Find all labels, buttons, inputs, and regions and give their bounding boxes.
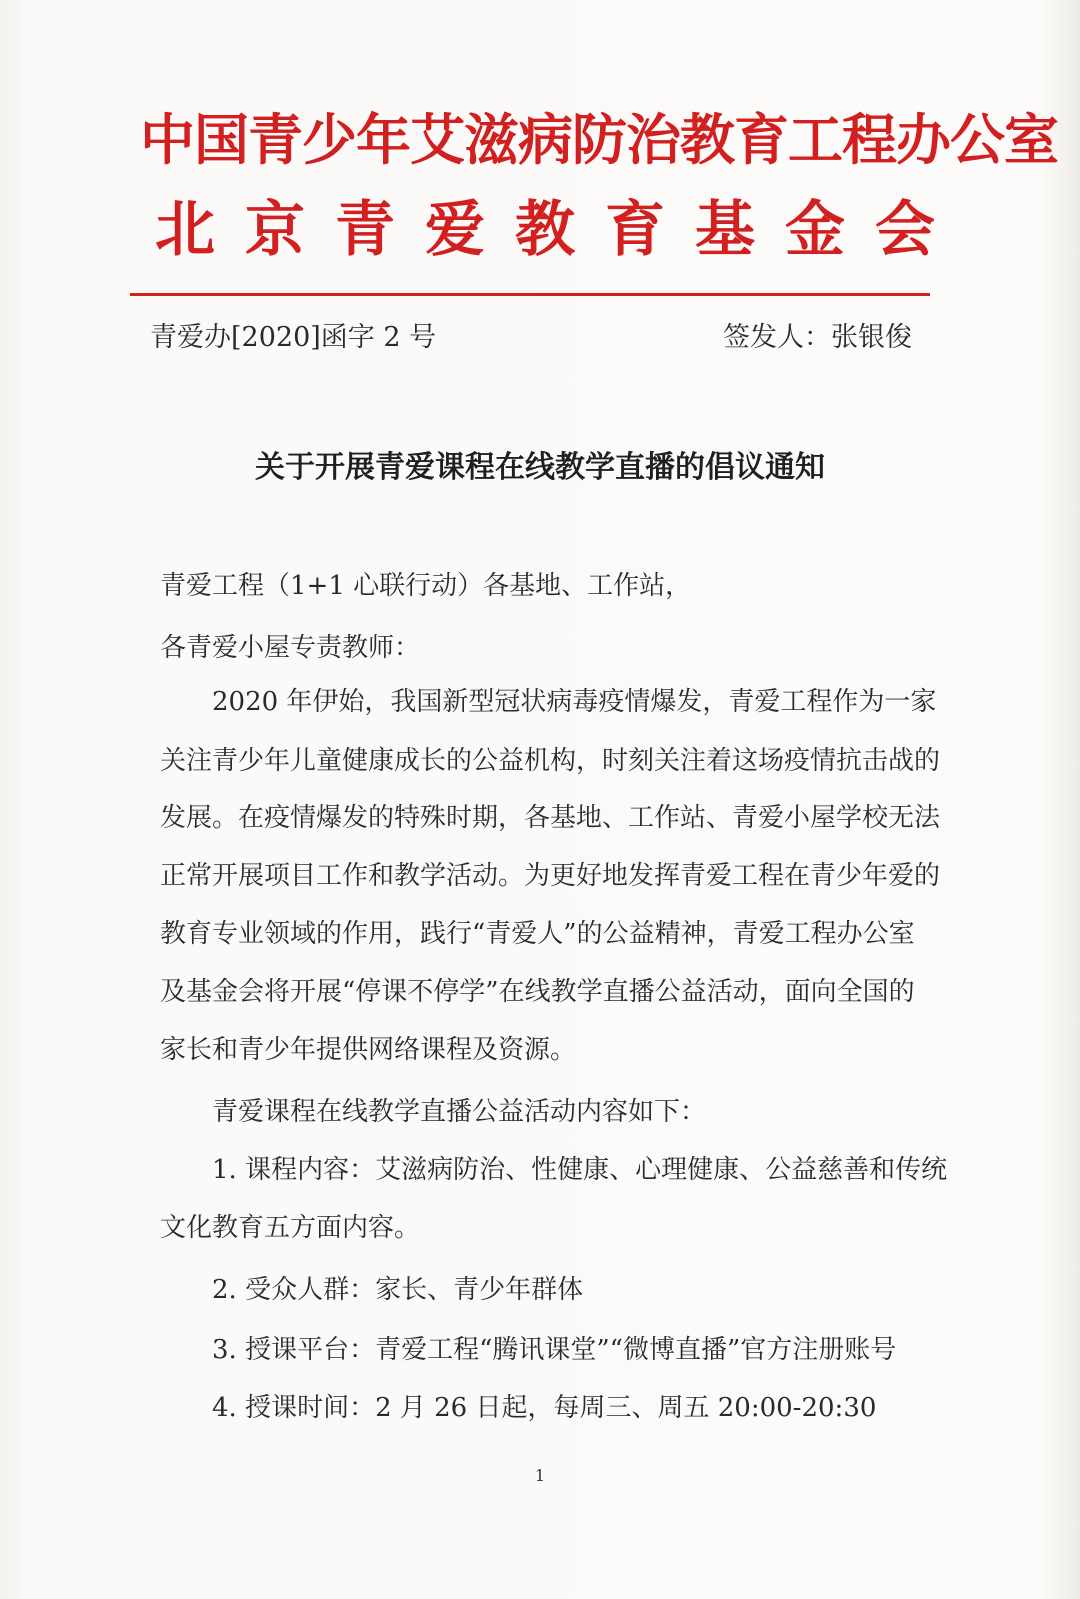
paragraph-line: 教育专业领域的作用，践行“青爱人”的公益精神，青爱工程办公室 <box>160 919 915 949</box>
issuer-signature: 签发人：张银俊 <box>723 322 912 353</box>
list-item-1: 1. 课程内容：艾滋病防治、性健康、心理健康、公益慈善和传统 <box>212 1155 948 1185</box>
header-foundation-name: 北京青爱教育基金会 <box>155 195 965 265</box>
paragraph-line: 家长和青少年提供网络课程及资源。 <box>160 1035 577 1065</box>
page-number: 1 <box>534 1466 546 1485</box>
list-item-3: 3. 授课平台：青爱工程“腾讯课堂”“微博直播”官方注册账号 <box>212 1335 897 1365</box>
paragraph-line: 2020 年伊始，我国新型冠状病毒疫情爆发，青爱工程作为一家 <box>212 687 937 717</box>
list-item-1-continued: 文化教育五方面内容。 <box>160 1213 421 1243</box>
list-item-2: 2. 受众人群：家长、青少年群体 <box>212 1275 584 1305</box>
salutation-line-1: 青爱工程（1+1 心联行动）各基地、工作站， <box>160 571 692 601</box>
list-item-4: 4. 授课时间：2 月 26 日起，每周三、周五 20:00-20:30 <box>212 1393 877 1423</box>
list-intro-line: 青爱课程在线教学直播公益活动内容如下： <box>212 1097 707 1127</box>
document-title: 关于开展青爱课程在线教学直播的倡议通知 <box>255 450 825 485</box>
red-divider-line <box>130 293 930 296</box>
document-number: 青爱办[2020]函字 2 号 <box>150 322 437 353</box>
paragraph-line: 正常开展项目工作和教学活动。为更好地发挥青爱工程在青少年爱的 <box>160 861 941 891</box>
paragraph-line: 及基金会将开展“停课不停学”在线教学直播公益活动，面向全国的 <box>160 977 915 1007</box>
header-office-name: 中国青少年艾滋病防治教育工程办公室 <box>140 108 1059 172</box>
salutation-line-2: 各青爱小屋专责教师： <box>160 633 421 663</box>
paragraph-line: 关注青少年儿童健康成长的公益机构，时刻关注着这场疫情抗击战的 <box>160 746 941 776</box>
paragraph-line: 发展。在疫情爆发的特殊时期，各基地、工作站、青爱小屋学校无法 <box>160 803 941 833</box>
